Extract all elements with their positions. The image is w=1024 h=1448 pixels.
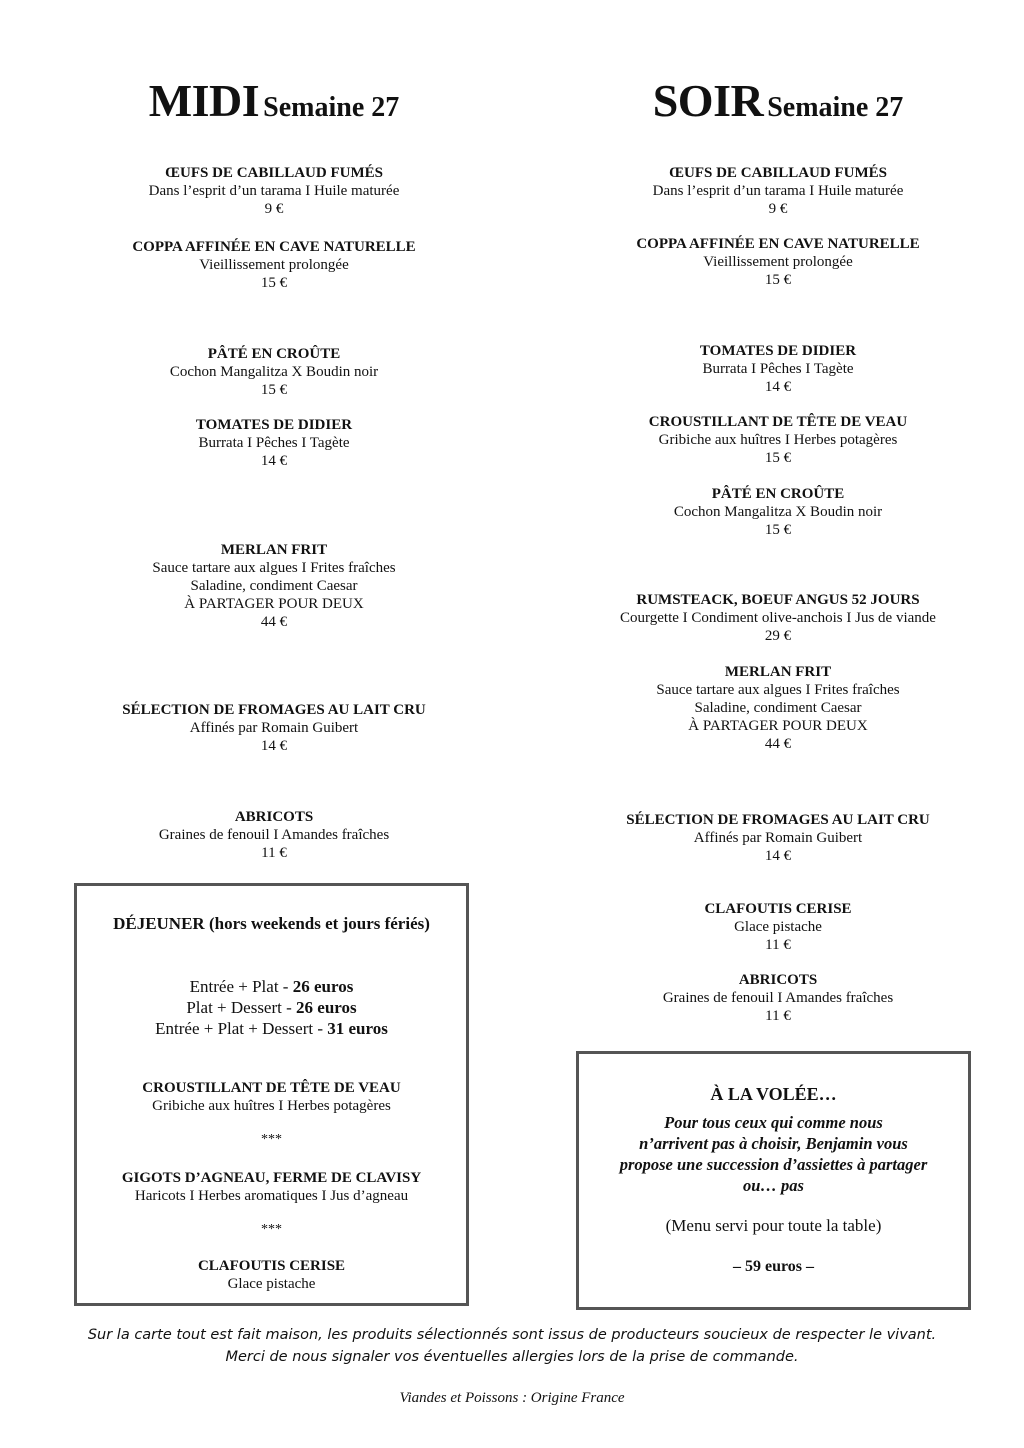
menu-item: [578, 811, 978, 865]
dish-price: 44 €: [260, 614, 288, 630]
menu-item: [578, 900, 978, 954]
dish-name: SÉLECTION DE FROMAGES AU LAIT CRU: [122, 702, 426, 718]
formula-label: Plat + Dessert -: [186, 998, 297, 1017]
dish-desc: Vieillissement prolongée: [703, 254, 853, 270]
formula-price: 31 euros: [327, 1019, 388, 1038]
dish-name: COPPA AFFINÉE EN CAVE NATURELLE: [636, 236, 920, 252]
menu-item: [578, 971, 978, 1025]
footer-note: Sur la carte tout est fait maison, les produits sélectionnés sont issus de producteurs soucieux de respecter le vivant.: [87, 1327, 937, 1343]
a-la-volee-box: [576, 1051, 971, 1310]
lunch-formula-box: [74, 883, 469, 1306]
menu-item: [578, 164, 978, 218]
course-name: GIGOTS D’AGNEAU, FERME DE CLAVISY: [121, 1170, 422, 1186]
menu-item: [74, 701, 474, 755]
dish-desc: Saladine, condiment Caesar: [190, 578, 358, 594]
dish-desc: À PARTAGER POUR DEUX: [688, 718, 868, 734]
dish-name: PÂTÉ EN CROÛTE: [207, 346, 341, 362]
dish-desc: Burrata I Pêches I Tagète: [198, 435, 350, 451]
formula-price: 26 euros: [292, 977, 354, 996]
menu-item: [74, 416, 474, 470]
menu-item: [74, 808, 474, 862]
dish-name: CLAFOUTIS CERISE: [704, 901, 852, 917]
dish-name: PÂTÉ EN CROÛTE: [711, 486, 845, 502]
course-name: CLAFOUTIS CERISE: [197, 1258, 346, 1274]
dish-price: 44 €: [764, 736, 792, 752]
formula-price: 26 euros: [296, 998, 357, 1017]
menu-item: [74, 238, 474, 292]
menu-item: [578, 663, 978, 753]
soir-title-week: Semaine 27: [767, 92, 904, 123]
volee-heading: À LA VOLÉE…: [710, 1084, 837, 1104]
dish-desc: Affinés par Romain Guibert: [189, 720, 359, 736]
dish-name: CROUSTILLANT DE TÊTE DE VEAU: [648, 414, 908, 430]
volee-line: n’arrivent pas à choisir, Benjamin vous: [639, 1134, 908, 1153]
dish-price: 15 €: [260, 382, 288, 398]
dish-price: 14 €: [764, 379, 792, 395]
formula-line: [77, 977, 466, 997]
dish-desc: Courgette I Condiment olive-anchois I Jus de viande: [620, 610, 936, 626]
footer-origin: Viandes et Poissons : Origine France: [399, 1390, 625, 1406]
dish-desc: Sauce tartare aux algues I Frites fraîches: [656, 682, 900, 698]
course-separator: ***: [261, 1222, 282, 1237]
dish-name: TOMATES DE DIDIER: [195, 417, 353, 433]
volee-line: ou… pas: [743, 1176, 804, 1195]
dish-price: 9 €: [768, 201, 788, 217]
menu-item: [578, 342, 978, 396]
dish-desc: Cochon Mangalitza X Boudin noir: [673, 504, 883, 520]
dish-price: 15 €: [764, 272, 792, 288]
formula-label: Entrée + Plat + Dessert -: [155, 1019, 328, 1038]
course-desc: Haricots I Herbes aromatiques I Jus d’agneau: [134, 1188, 409, 1204]
dish-name: SÉLECTION DE FROMAGES AU LAIT CRU: [626, 812, 930, 828]
dish-name: ABRICOTS: [738, 972, 818, 988]
dish-name: RUMSTEACK, BOEUF ANGUS 52 JOURS: [636, 592, 920, 608]
menu-item: [578, 591, 978, 645]
volee-line: Pour tous ceux qui comme nous: [664, 1113, 883, 1132]
footer-allergy-note: Merci de nous signaler vos éventuelles allergies lors de la prise de commande.: [225, 1349, 799, 1365]
dish-desc: Glace pistache: [734, 919, 822, 935]
midi-title: [74, 74, 474, 127]
dish-name: MERLAN FRIT: [220, 542, 328, 558]
formula-line: [77, 998, 466, 1018]
dish-desc: Sauce tartare aux algues I Frites fraîches: [152, 560, 396, 576]
dish-name: ABRICOTS: [234, 809, 314, 825]
lunch-heading: DÉJEUNER (hors weekends et jours fériés): [113, 914, 430, 933]
soir-title: [578, 74, 978, 127]
formula-label: Entrée + Plat -: [189, 977, 293, 996]
dish-name: TOMATES DE DIDIER: [699, 343, 857, 359]
volee-line: propose une succession d’assiettes à partager: [619, 1155, 928, 1174]
volee-price: – 59 euros –: [732, 1258, 815, 1275]
dish-name: ŒUFS DE CABILLAUD FUMÉS: [165, 165, 383, 181]
dish-desc: Dans l’esprit d’un tarama I Huile maturée: [148, 183, 400, 199]
dish-price: 15 €: [764, 522, 792, 538]
midi-title-week: Semaine 27: [263, 92, 400, 123]
soir-title-main: SOIR: [652, 75, 764, 126]
dish-desc: Gribiche aux huîtres I Herbes potagères: [658, 432, 898, 448]
volee-note: (Menu servi pour toute la table): [665, 1216, 882, 1235]
menu-item: [74, 541, 474, 631]
dish-name: ŒUFS DE CABILLAUD FUMÉS: [669, 165, 887, 181]
dish-desc: Graines de fenouil I Amandes fraîches: [662, 990, 894, 1006]
dish-desc: À PARTAGER POUR DEUX: [184, 596, 364, 612]
menu-item: [578, 235, 978, 289]
course-name: CROUSTILLANT DE TÊTE DE VEAU: [142, 1080, 401, 1096]
dish-price: 29 €: [764, 628, 792, 644]
dish-desc: Cochon Mangalitza X Boudin noir: [169, 364, 379, 380]
dish-price: 15 €: [260, 275, 288, 291]
dish-price: 14 €: [260, 738, 288, 754]
dish-price: 14 €: [764, 848, 792, 864]
course-desc: Glace pistache: [227, 1276, 316, 1292]
menu-item: [74, 164, 474, 218]
menu-item: [74, 345, 474, 399]
dish-price: 15 €: [764, 450, 792, 466]
dish-name: COPPA AFFINÉE EN CAVE NATURELLE: [132, 239, 416, 255]
dish-desc: Dans l’esprit d’un tarama I Huile maturée: [652, 183, 904, 199]
dish-desc: Graines de fenouil I Amandes fraîches: [158, 827, 390, 843]
menu-item: [578, 485, 978, 539]
dish-price: 11 €: [765, 937, 791, 953]
dish-desc: Affinés par Romain Guibert: [693, 830, 863, 846]
dish-price: 9 €: [264, 201, 284, 217]
course-separator: ***: [261, 1132, 282, 1147]
dish-desc: Saladine, condiment Caesar: [694, 700, 862, 716]
menu-item: [578, 413, 978, 467]
dish-price: 11 €: [765, 1008, 791, 1024]
dish-price: 11 €: [261, 845, 287, 861]
midi-title-main: MIDI: [148, 75, 260, 126]
dish-name: MERLAN FRIT: [724, 664, 832, 680]
course-desc: Gribiche aux huîtres I Herbes potagères: [152, 1098, 391, 1114]
formula-line: [77, 1019, 466, 1039]
dish-desc: Vieillissement prolongée: [199, 257, 349, 273]
dish-price: 14 €: [260, 453, 288, 469]
dish-desc: Burrata I Pêches I Tagète: [702, 361, 854, 377]
